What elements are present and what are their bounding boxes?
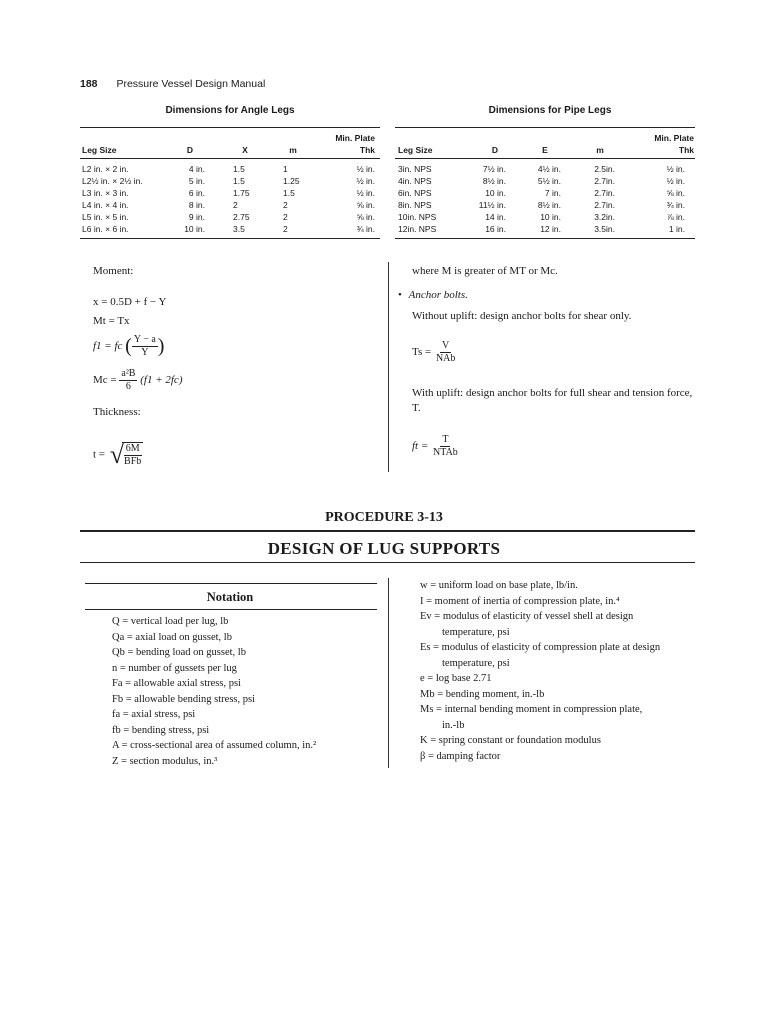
where-line: where M is greater of MT or Mc. (412, 265, 558, 277)
notation-item: Fb = allowable bending stress, psi (112, 693, 255, 705)
ts-numerator: V (442, 340, 450, 351)
table-cell-d: 16 in. (485, 224, 506, 234)
table-cell-d: 9 in. (188, 212, 205, 222)
table-cell-x: 2 (233, 200, 238, 210)
notation-item: Ev = modulus of elasticity of vessel shell at design (420, 611, 634, 622)
col-header-m: m (289, 145, 297, 155)
mc-fraction (119, 368, 137, 393)
ts-fraction (434, 340, 457, 365)
f1-fraction (132, 334, 158, 359)
col-header-leg-size: Leg Size (82, 145, 117, 155)
col-header-thk-2: Thk (359, 145, 375, 155)
notation-item: n = number of gussets per lug (112, 662, 237, 674)
notation-item: w = uniform load on base plate, lb/in. (420, 580, 578, 591)
table-cell-thk: ½ in. (666, 176, 685, 186)
table-cell-thk: ¾ in. (356, 224, 375, 234)
ft-fraction (431, 434, 460, 459)
mc-rhs: (f1 + 2fc) (140, 374, 183, 387)
col-header-thk-1: Min. Plate (654, 133, 694, 143)
table-cell-leg-size: 10in. NPS (398, 212, 437, 222)
column-divider (388, 262, 389, 472)
col-header-e: E (542, 145, 548, 155)
table-cell-d: 10 in. (184, 224, 205, 234)
bullet-dot: • (398, 289, 402, 301)
table-cell-x: 1.5 (233, 164, 245, 174)
notation-left-list (112, 614, 316, 769)
notation-item-continued: in.-lb (442, 719, 465, 731)
notation-item: Ms = internal bending moment in compression plate, (420, 704, 643, 715)
procedure-number: PROCEDURE 3-13 (325, 510, 443, 525)
table-cell-x: 1.5 (233, 176, 245, 186)
notation-item: A = cross-sectional area of assumed column, in.² (112, 740, 317, 751)
table-cell-x: 3.5 (233, 224, 245, 234)
moment-label: Moment: (93, 265, 134, 277)
ft-numerator: T (442, 434, 449, 445)
notation-item-continued: temperature, psi (442, 626, 510, 638)
notation-item: Es = modulus of elasticity of compression plate at design (420, 642, 661, 653)
notation-item: Mb = bending moment, in.-lb (420, 688, 545, 700)
notation-item: β = damping factor (420, 750, 501, 762)
table-cell-leg-size: 4in. NPS (398, 176, 432, 186)
t-denominator: BFb (124, 456, 142, 467)
f1-paren-close: ) (157, 335, 165, 357)
table-cell-d: 14 in. (485, 212, 506, 222)
table-cell-m: 2 (283, 212, 288, 222)
running-head (80, 78, 265, 90)
without-uplift-text: Without uplift: design anchor bolts for shear only. (412, 310, 632, 322)
f1-equation (93, 334, 164, 359)
table-cell-thk: ½ in. (666, 164, 685, 174)
sqrt-symbol: √ (109, 440, 125, 469)
col-header-m: m (596, 145, 604, 155)
f1-paren-open: ( (125, 335, 132, 357)
table-cell-d: 5 in. (188, 176, 205, 186)
page-number: 188 (80, 78, 98, 90)
table-cell-leg-size: L3 in. × 3 in. (82, 188, 129, 198)
table-rule-bottom (80, 238, 380, 239)
table-cell-m: 1 (283, 164, 288, 174)
f1-numerator: Y − a (133, 334, 156, 345)
table-cell-d: 8½ in. (482, 176, 506, 186)
with-uplift-text: With uplift: design anchor bolts for full shear and tension force, T. (412, 387, 693, 414)
table-cell-m: 1.5 (283, 188, 295, 198)
mt-equation: Mt = Tx (93, 315, 130, 327)
table-rule-header (395, 158, 695, 159)
col-header-leg-size: Leg Size (398, 145, 433, 155)
table-cell-thk: ⅝ in. (666, 188, 685, 198)
ft-lhs: ft = (412, 440, 429, 453)
procedure-title: DESIGN OF LUG SUPPORTS (267, 539, 501, 558)
table-cell-thk: ¾ in. (666, 200, 685, 210)
table-cell-thk: ½ in. (356, 176, 375, 186)
table-cell-d: 8 in. (188, 200, 205, 210)
notation-rule-top (85, 583, 377, 584)
mc-equation (93, 368, 182, 393)
procedure-rule-bottom (80, 562, 695, 563)
table-cell-d: 11½ in. (478, 200, 506, 210)
mc-denominator: 6 (125, 381, 131, 392)
table-cell-thk: ⅝ in. (356, 200, 375, 210)
table-cell-m: 2.7in. (594, 176, 615, 186)
notation-item: K = spring constant or foundation modulus (420, 735, 601, 746)
table-rule-top (395, 127, 695, 128)
t-lhs: t = (93, 448, 106, 461)
table-cell-e: 7 in. (544, 188, 561, 198)
anchor-bolts-bullet (398, 289, 468, 301)
table-cell-m: 3.2in. (594, 212, 615, 222)
bullet-text: Anchor bolts. (408, 289, 468, 301)
table-cell-thk: ½ in. (356, 164, 375, 174)
table-rule-top (80, 127, 380, 128)
table-cell-m: 2.5in. (594, 164, 615, 174)
table-cell-d: 4 in. (188, 164, 205, 174)
notation-item: Qa = axial load on gusset, lb (112, 631, 232, 643)
table-cell-e: 10 in. (540, 212, 561, 222)
table-cell-thk: ½ in. (356, 188, 375, 198)
ts-denominator: NAb (435, 353, 456, 364)
notation-item: I = moment of inertia of compression plate, in.⁴ (420, 595, 620, 607)
col-header-thk-2: Thk (678, 145, 694, 155)
table-cell-thk: ⅞ in. (666, 212, 685, 222)
table-cell-e: 4½ in. (537, 164, 561, 174)
notation-item: fa = axial stress, psi (112, 709, 196, 720)
table-cell-x: 1.75 (233, 188, 250, 198)
notation-item: fb = bending stress, psi (112, 724, 210, 736)
ts-equation (412, 340, 457, 365)
table-cell-d: 7½ in. (482, 164, 506, 174)
ft-denominator: NTAb (433, 447, 458, 458)
book-title: Pressure Vessel Design Manual (116, 78, 266, 90)
table-cell-m: 1.25 (283, 176, 300, 186)
col-header-x: X (242, 145, 248, 155)
table-cell-leg-size: L2½ in. × 2½ in. (82, 176, 143, 186)
t-numerator: 6M (125, 443, 140, 454)
f1-denominator: Y (141, 347, 149, 358)
table-cell-m: 2.7in. (594, 200, 615, 210)
col-header-d: D (186, 145, 194, 155)
t-fraction (122, 442, 143, 468)
table-cell-leg-size: 3in. NPS (398, 164, 432, 174)
mc-lhs: Mc = (93, 374, 117, 387)
col-header-d: D (491, 145, 499, 155)
ft-equation (412, 434, 460, 459)
table-cell-e: 5½ in. (537, 176, 561, 186)
table-cell-leg-size: L5 in. × 5 in. (82, 212, 129, 222)
table-cell-e: 8½ in. (537, 200, 561, 210)
table-cell-m: 2 (283, 200, 288, 210)
angle-table-title: Dimensions for Angle Legs (165, 105, 295, 116)
table-cell-m: 2 (283, 224, 288, 234)
notation-item: Q = vertical load per lug, lb (112, 616, 229, 627)
table-cell-leg-size: 8in. NPS (398, 200, 432, 210)
table-cell-leg-size: L4 in. × 4 in. (82, 200, 129, 210)
t-equation (93, 440, 143, 470)
table-cell-d: 10 in. (485, 188, 506, 198)
x-equation: x = 0.5D + f − Y (93, 296, 167, 308)
table-cell-m: 3.5in. (594, 224, 615, 234)
table-cell-leg-size: 6in. NPS (398, 188, 432, 198)
notation-rule-bottom (85, 609, 377, 610)
table-rule-bottom (395, 238, 695, 239)
notation-item: Z = section modulus, in.³ (112, 755, 218, 767)
thickness-label: Thickness: (93, 406, 141, 418)
table-cell-leg-size: 12in. NPS (398, 224, 437, 234)
table-cell-thk: ⅝ in. (356, 212, 375, 222)
ts-lhs: Ts = (412, 346, 432, 359)
col-header-thk-1: Min. Plate (335, 133, 375, 143)
f1-lhs: f1 = fc (93, 340, 123, 353)
table-cell-leg-size: L6 in. × 6 in. (82, 224, 129, 234)
table-cell-m: 2.7in. (594, 188, 615, 198)
notation-item: Fa = allowable axial stress, psi (112, 678, 241, 689)
table-cell-leg-size: L2 in. × 2 in. (82, 164, 129, 174)
table-cell-e: 12 in. (540, 224, 561, 234)
table-cell-x: 2.75 (233, 212, 250, 222)
notation-column-divider (388, 578, 389, 768)
notation-item: e = log base 2.71 (420, 673, 492, 684)
procedure-rule-top (80, 530, 695, 532)
notation-right-list (420, 578, 660, 764)
notation-item-continued: temperature, psi (442, 657, 510, 669)
notation-title: Notation (206, 590, 254, 604)
table-cell-thk: 1 in. (668, 224, 685, 234)
notation-item: Qb = bending load on gusset, lb (112, 647, 246, 658)
mc-numerator: a²B (121, 368, 136, 379)
table-rule-header (80, 158, 380, 159)
pipe-table-title: Dimensions for Pipe Legs (488, 105, 612, 116)
table-cell-d: 6 in. (188, 188, 205, 198)
